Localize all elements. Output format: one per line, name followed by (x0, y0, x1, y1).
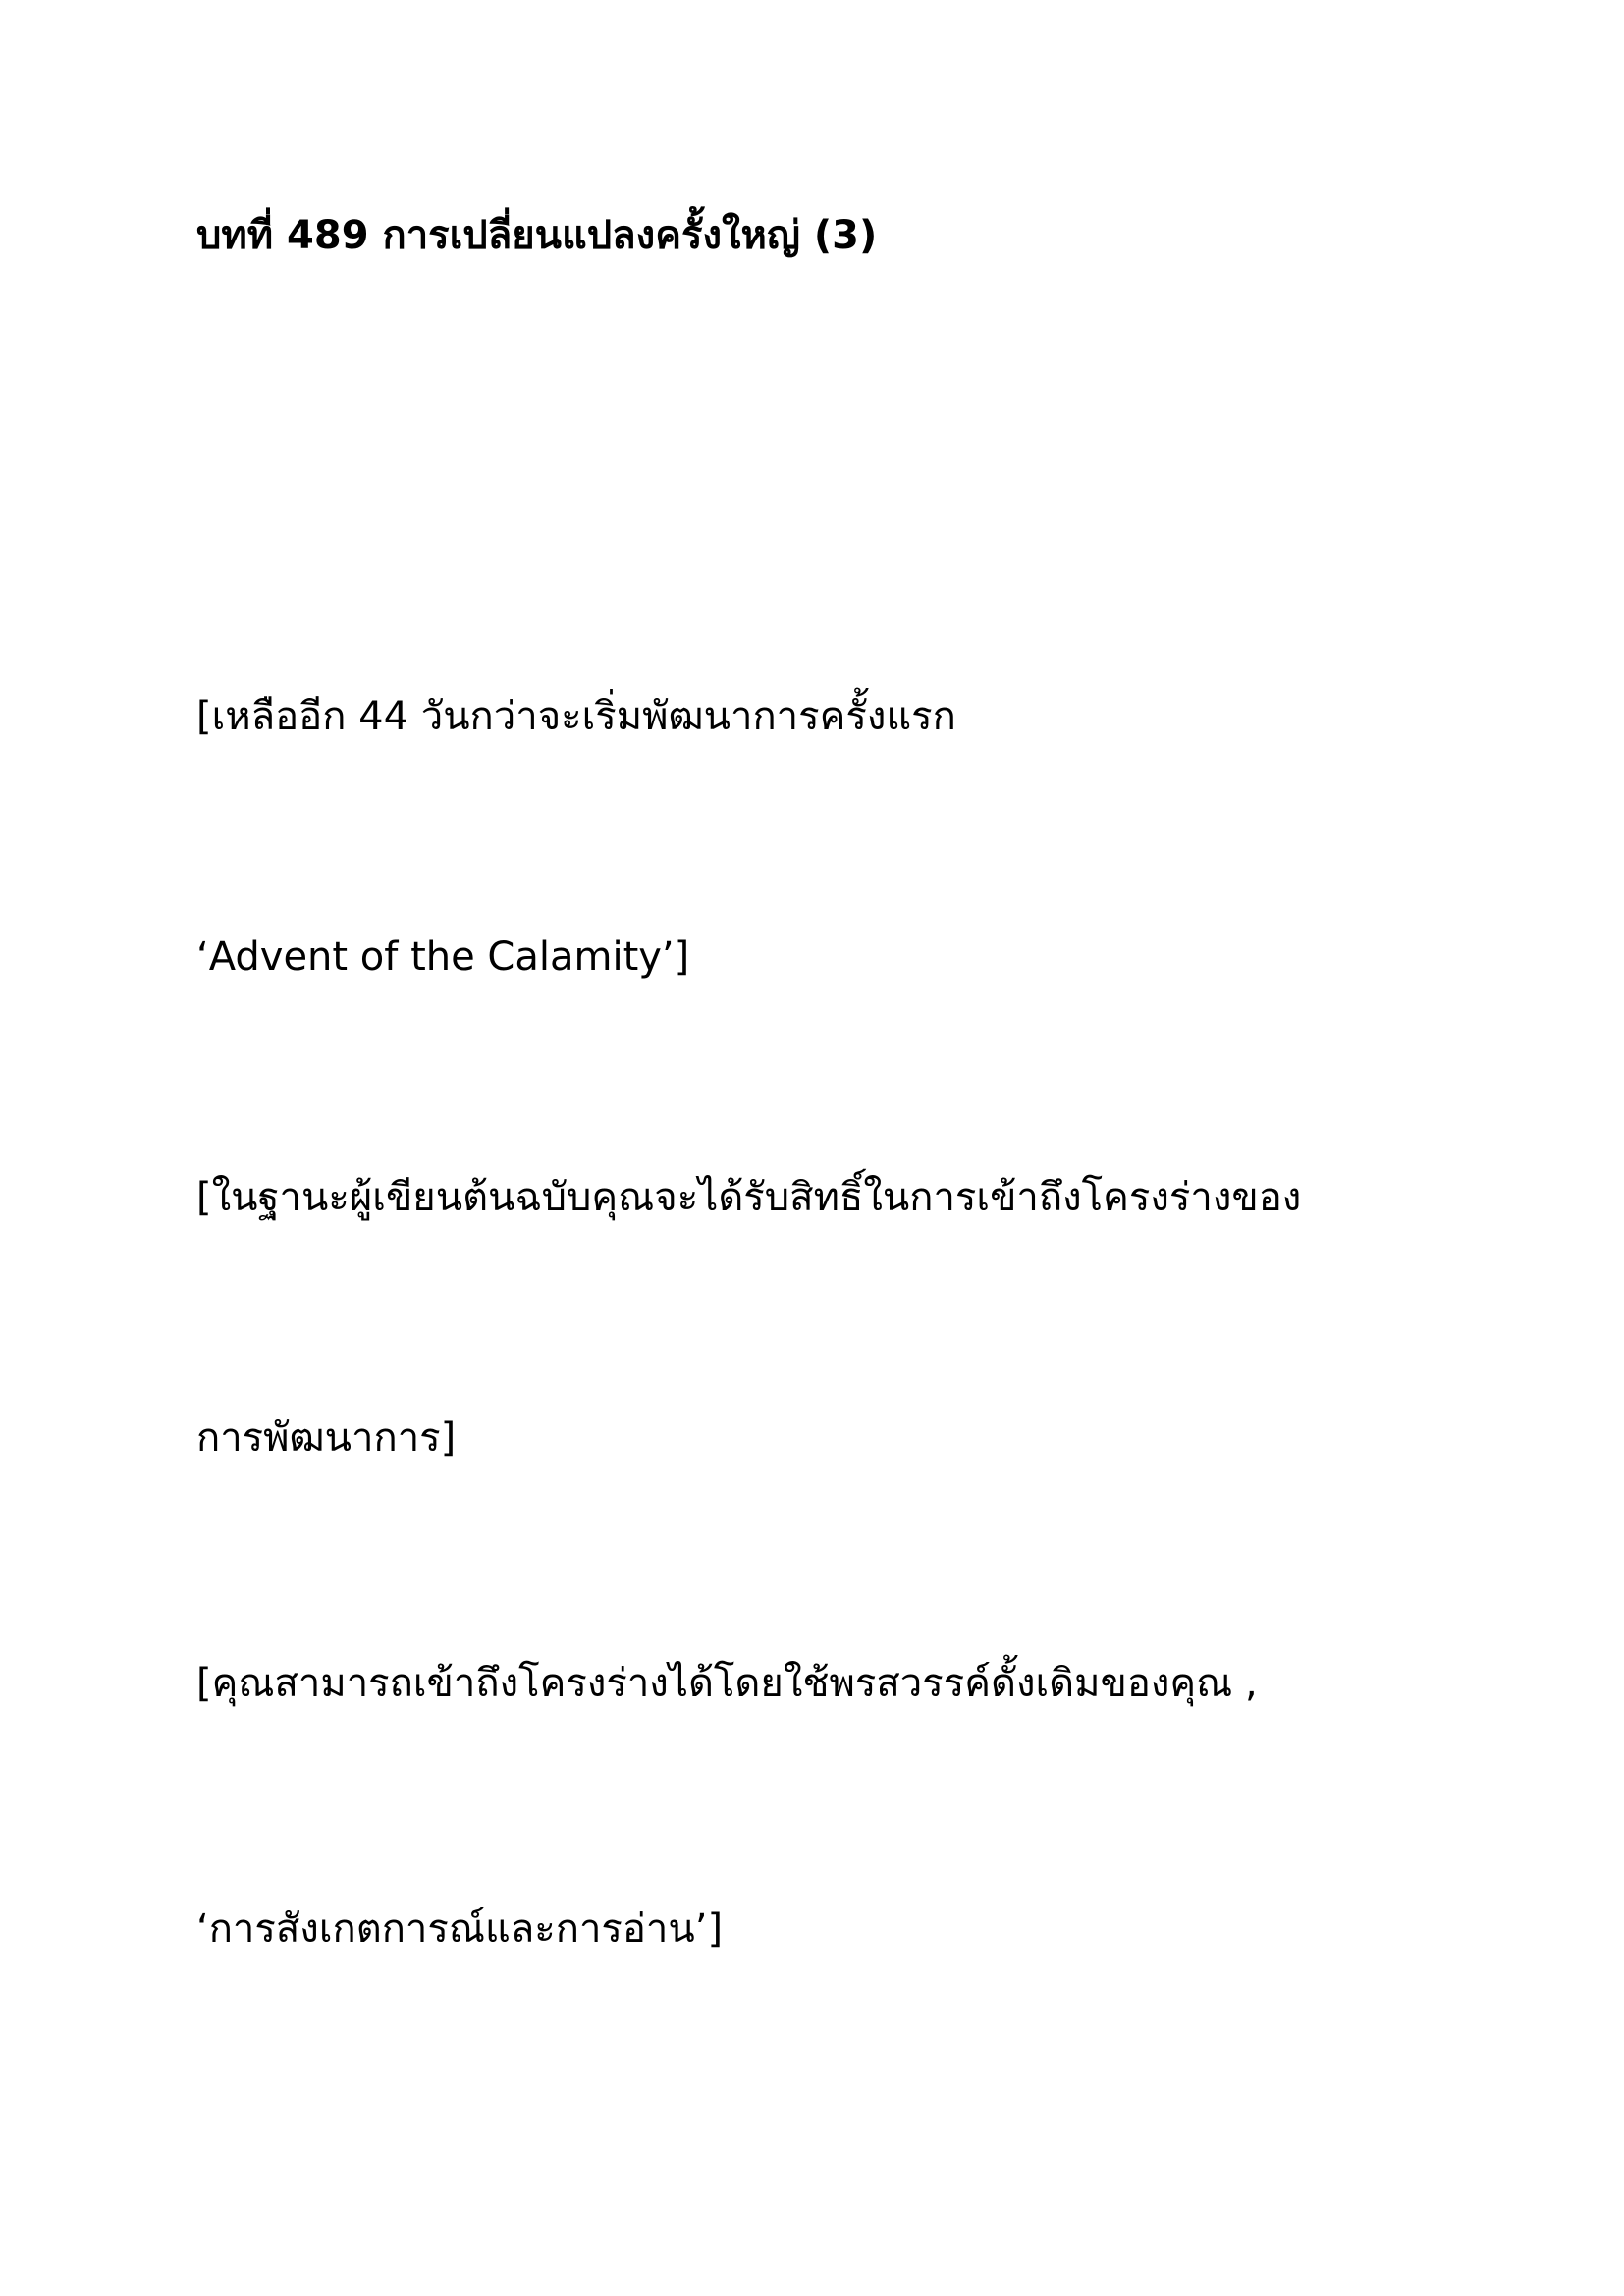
text-line: [ในฐานะผู้เขียนต้นฉบับคุณจะได้รับสิทธิ์ในการเข้าถึงโครงร่างของ (196, 1175, 1302, 1220)
chapter-title: บทที่ 489 การเปลี่ยนแปลงครั้งใหญ่ (3) (196, 213, 878, 258)
text-line: [คุณสามารถเข้าถึงโครงร่างได้โดยใช้พรสวรรค์ดั้งเดิมของคุณ , (196, 1661, 1258, 1706)
text-line: ‘การสังเกตการณ์และการอ่าน’] (196, 1906, 724, 1951)
text-line: ‘Advent of the Calamity’] (196, 934, 690, 980)
text-line: การพัฒนาการ] (196, 1415, 457, 1461)
text-line: [เหลืออีก 44 วันกว่าจะเริ่มพัฒนาการครั้งแรก (196, 694, 956, 739)
